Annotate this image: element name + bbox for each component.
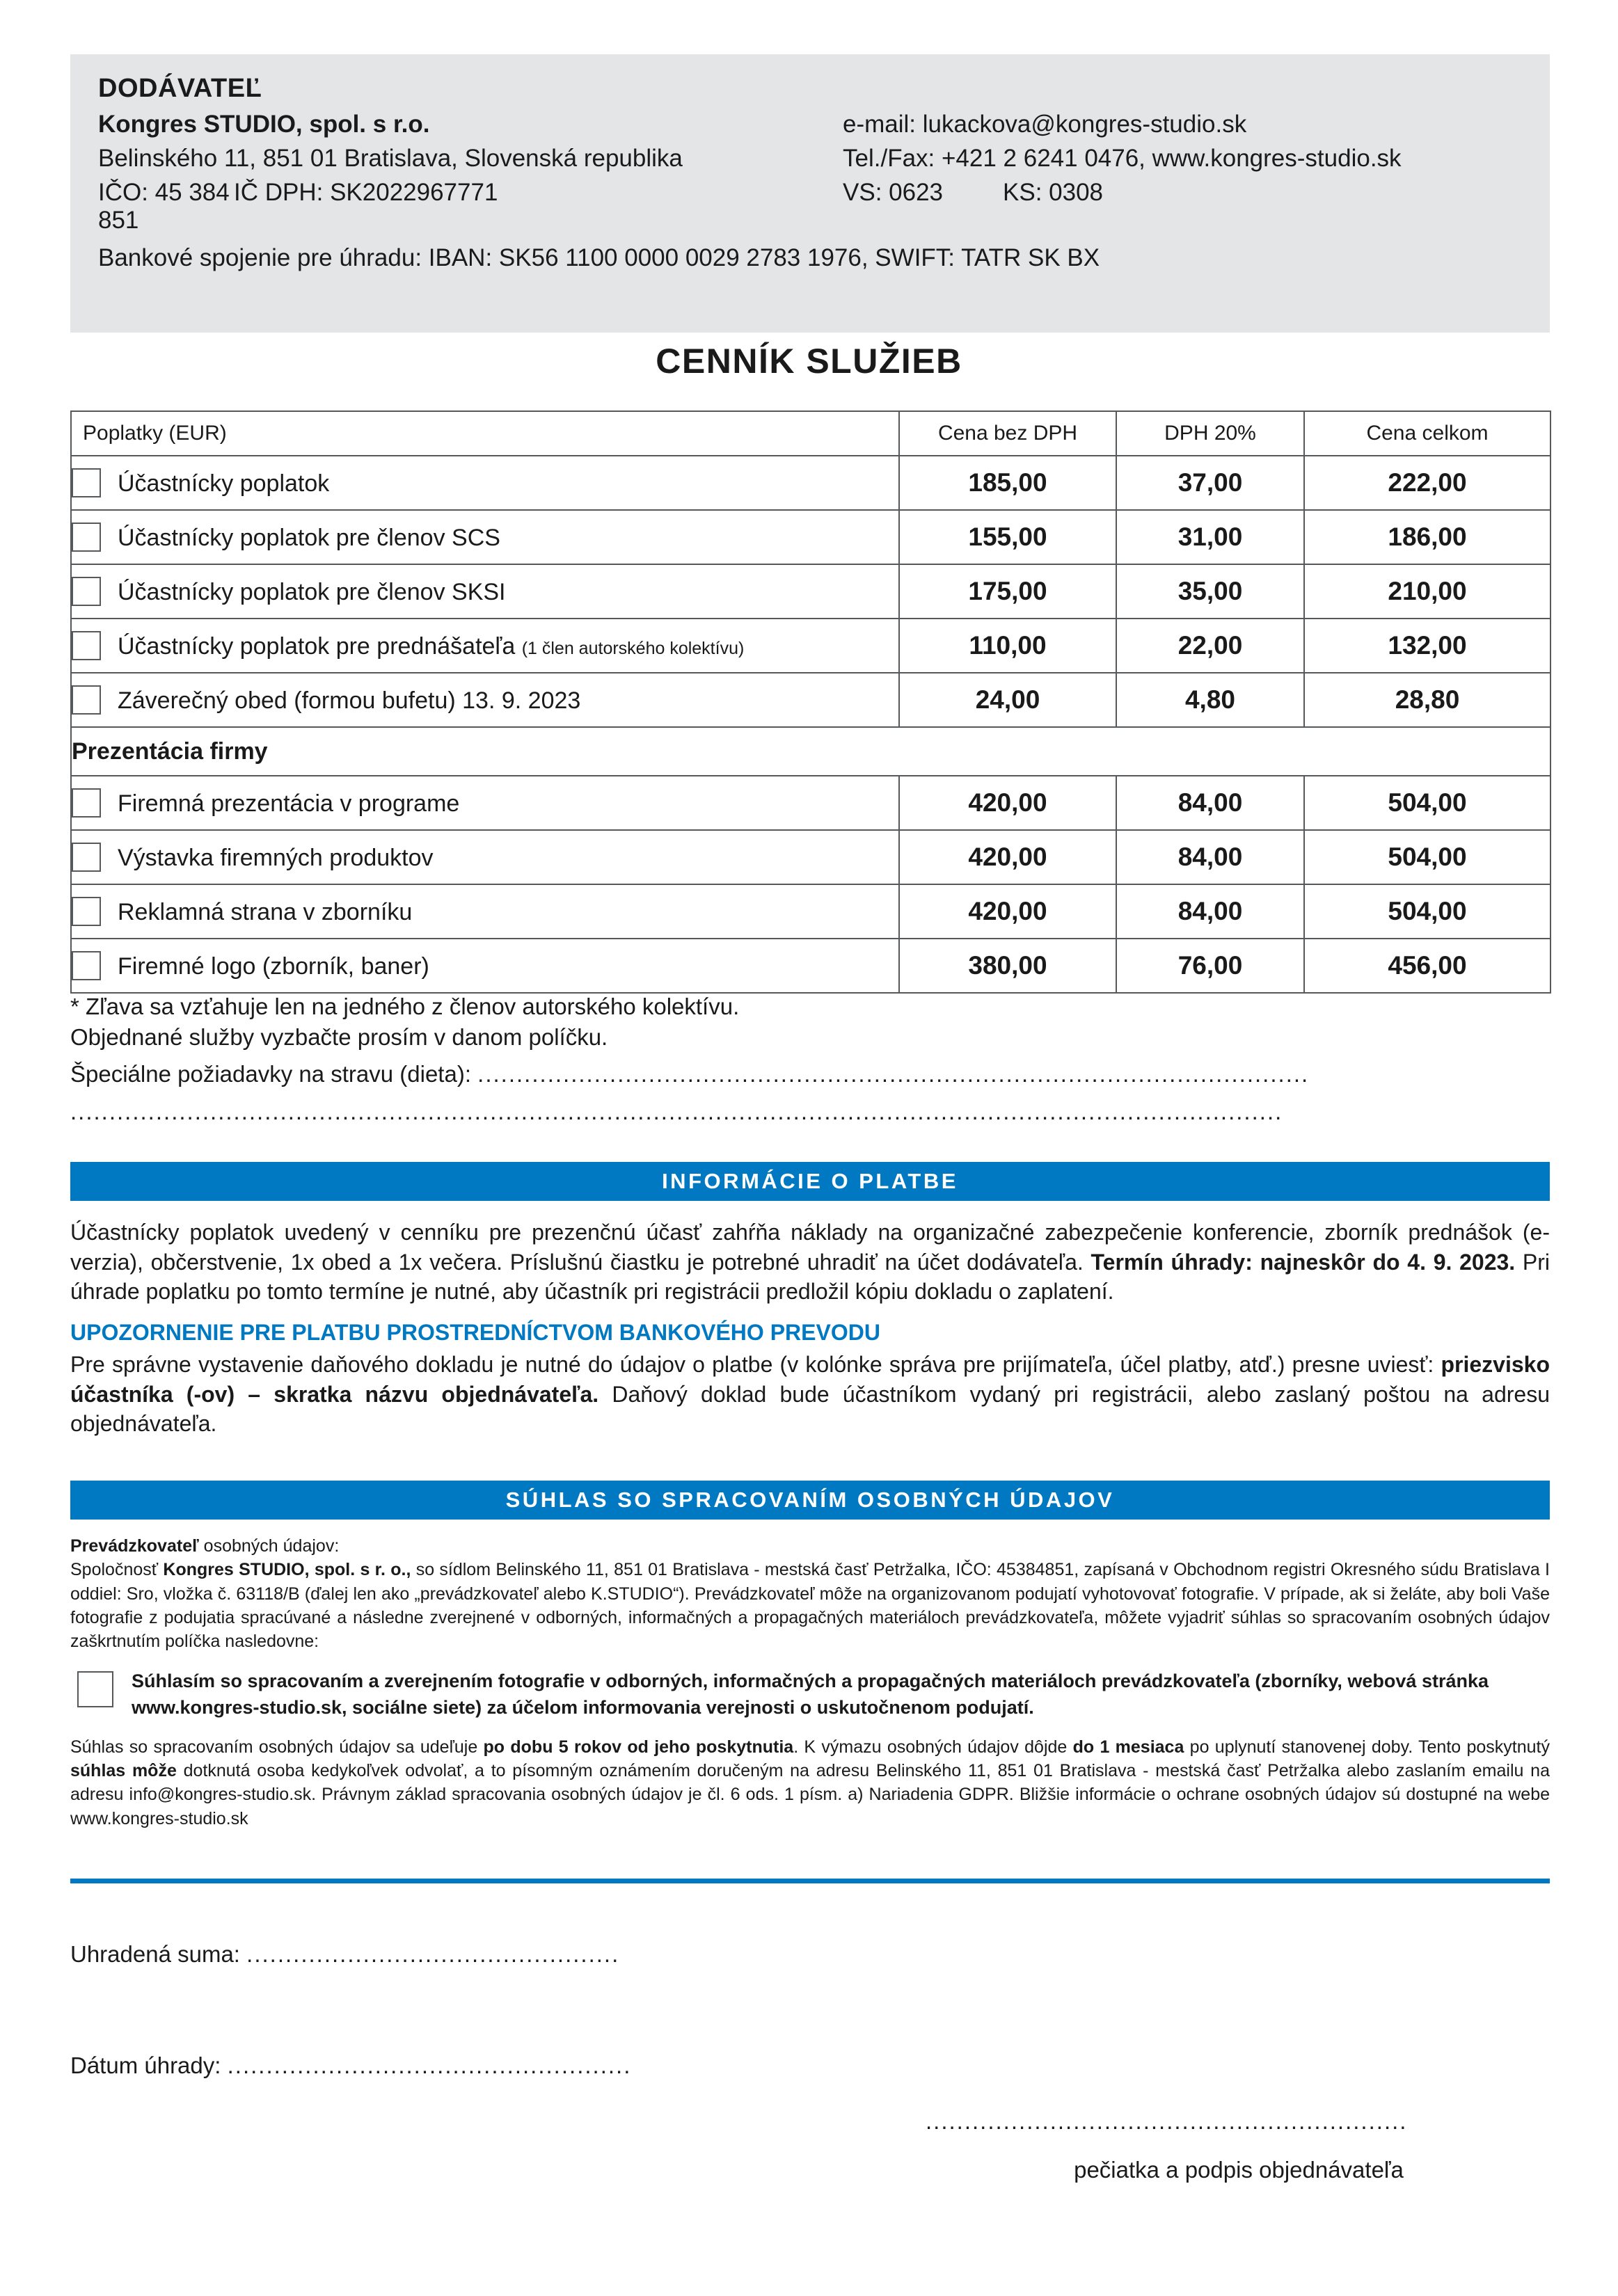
row-vat: 84,00 bbox=[1116, 884, 1304, 939]
row-label: Záverečný obed (formou bufetu) 13. 9. 2023 bbox=[118, 687, 581, 714]
row-checkbox[interactable] bbox=[72, 631, 101, 660]
table-row bbox=[71, 776, 1550, 830]
row-label-cell bbox=[71, 776, 899, 830]
row-total: 28,80 bbox=[1304, 673, 1550, 727]
paid-sum-row bbox=[70, 1941, 619, 1968]
row-checkbox[interactable] bbox=[72, 788, 101, 818]
row-total: 456,00 bbox=[1304, 939, 1550, 993]
row-label: Reklamná strana v zborníku bbox=[118, 899, 413, 925]
row-net: 380,00 bbox=[899, 939, 1116, 993]
gdpr-block bbox=[70, 1534, 1550, 1831]
row-vat: 37,00 bbox=[1116, 456, 1304, 510]
consent-checkbox[interactable] bbox=[77, 1671, 113, 1707]
gdpr-p1-b: so sídlom Belinského 11, 851 01 Bratislava - mestská časť Petržalka, IČO: 45384851, zapísaná v Obchodnom registri Okresného súdu Bratislava I oddiel: Sro, vložka č. 63118/B (ďalej len ako „prevádzkovateľ alebo K.STUDIO“). Prevádzkovateľ môže na organizovanom podujatí vyhotovovať fotografie. V prípade, ak si želáte, aby boli Vaše fotografie z podujatia spracúvané a následne zverejnené v odborných, informačných a propagačných materiáloch prevádzkovateľa, môžete vyjadriť súhlas so spracovaním osobných údajov zaškrtnutím políčka nasledovne: bbox=[70, 1560, 1550, 1651]
payment-p1-c: Pri úhrade poplatku po tomto termíne je nutné, aby účastník pri registrácii predložil kópiu dokladu o zaplatení. bbox=[70, 1249, 1550, 1305]
gdpr-duration: po dobu 5 rokov od jeho poskytnutia bbox=[483, 1737, 794, 1757]
gdpr-operator-bold: Prevádzkovateľ bbox=[70, 1536, 199, 1556]
row-label-cell bbox=[71, 619, 899, 673]
row-label-cell bbox=[71, 456, 899, 510]
row-label: Účastnícky poplatok pre členov SKSI bbox=[118, 579, 506, 605]
supplier-info-box bbox=[70, 54, 1550, 333]
supplier-row-company bbox=[98, 111, 1522, 138]
diet-field-row bbox=[70, 1059, 1553, 1090]
table-row bbox=[71, 510, 1550, 564]
header-vat: DPH 20% bbox=[1116, 411, 1304, 456]
row-net: 420,00 bbox=[899, 830, 1116, 884]
row-vat: 4,80 bbox=[1116, 673, 1304, 727]
header-net: Cena bez DPH bbox=[899, 411, 1116, 456]
payment-info-text bbox=[70, 1218, 1550, 1439]
payment-p2-c: Daňový doklad bude účastníkom vydaný pri registrácii, alebo zaslaný poštou na adresu objednávateľa. bbox=[70, 1381, 1550, 1437]
row-vat: 22,00 bbox=[1116, 619, 1304, 673]
row-label: Výstavka firemných produktov bbox=[118, 845, 434, 871]
row-vat: 31,00 bbox=[1116, 510, 1304, 564]
gdpr-p2-b6: dotknutá osoba kedykoľvek odvolať, a to písomným oznámením doručeným na adresu Belinského 11, 851 01 Bratislava - mestská časť Petržalka alebo zaslaním emailu na adresu info@kongres-studio.sk. Právnym základ spracovania osobných údajov je čl. 6 ods. 1 písm. a) Nariadenia GDPR. Bližšie informácie o ochrane osobných údajov sú dostupné na webe www.kongres-studio.sk bbox=[70, 1761, 1550, 1828]
row-label-cell bbox=[71, 939, 899, 993]
row-label: Účastnícky poplatok bbox=[118, 470, 330, 497]
row-label: Firemná prezentácia v programe bbox=[118, 790, 460, 817]
table-row bbox=[71, 619, 1550, 673]
row-total: 504,00 bbox=[1304, 830, 1550, 884]
row-vat: 76,00 bbox=[1116, 939, 1304, 993]
row-label: Firemné logo (zborník, baner) bbox=[118, 953, 429, 980]
row-total: 186,00 bbox=[1304, 510, 1550, 564]
row-checkbox[interactable] bbox=[72, 843, 101, 872]
row-checkbox[interactable] bbox=[72, 897, 101, 926]
row-checkbox[interactable] bbox=[72, 468, 101, 497]
gdpr-p2-b2: . K výmazu osobných údajov dôjde bbox=[793, 1737, 1073, 1757]
row-net: 185,00 bbox=[899, 456, 1116, 510]
row-note: (1 člen autorského kolektívu) bbox=[521, 639, 745, 658]
paid-sum-input-line[interactable]: ................................................ bbox=[246, 1941, 620, 1967]
supplier-heading: DODÁVATEĽ bbox=[98, 74, 262, 103]
consent-text: Súhlasím so spracovaním a zverejnením fotografie v odborných, informačných a propagačných materiáloch prevádzkovateľa (zborníky, webová stránka www.kongres-studio.sk, sociálne siete) za účelom informovania verejnosti o uskutočnenom podujatí. bbox=[132, 1671, 1489, 1719]
row-vat: 84,00 bbox=[1116, 830, 1304, 884]
header-total: Cena celkom bbox=[1304, 411, 1550, 456]
gdpr-deletion-period: do 1 mesiaca bbox=[1072, 1737, 1184, 1757]
paid-sum-label: Uhradená suma: bbox=[70, 1941, 240, 1967]
row-checkbox[interactable] bbox=[72, 523, 101, 552]
diet-input-line-2[interactable]: ............................................................................................................................................................ bbox=[70, 1098, 1283, 1124]
table-row bbox=[71, 564, 1550, 619]
gdpr-operator-line bbox=[70, 1534, 1550, 1558]
row-label: Účastnícky poplatok pre prednášateľa bbox=[118, 633, 516, 660]
paid-date-label: Dátum úhrady: bbox=[70, 2052, 221, 2078]
row-checkbox[interactable] bbox=[72, 951, 101, 980]
signature-label: pečiatka a podpis objednávateľa bbox=[1074, 2157, 1404, 2183]
gdpr-revoke: súhlas môže bbox=[70, 1761, 177, 1781]
supplier-email: e-mail: lukackova@kongres-studio.sk bbox=[843, 111, 1247, 138]
table-row bbox=[71, 673, 1550, 727]
row-checkbox[interactable] bbox=[72, 685, 101, 715]
row-total: 504,00 bbox=[1304, 884, 1550, 939]
row-net: 420,00 bbox=[899, 884, 1116, 939]
row-total: 210,00 bbox=[1304, 564, 1550, 619]
payment-paragraph-1 bbox=[70, 1218, 1550, 1307]
gdpr-paragraph-1 bbox=[70, 1558, 1550, 1653]
row-net: 155,00 bbox=[899, 510, 1116, 564]
supplier-ico: IČO: 45 384 851 bbox=[98, 179, 230, 234]
table-row bbox=[71, 939, 1550, 993]
row-label: Účastnícky poplatok pre členov SCS bbox=[118, 525, 500, 551]
row-total: 222,00 bbox=[1304, 456, 1550, 510]
section-label: Prezentácia firmy bbox=[71, 727, 1550, 776]
supplier-company: Kongres STUDIO, spol. s r.o. bbox=[98, 111, 430, 138]
table-row bbox=[71, 456, 1550, 510]
payment-p1-a: Účastnícky poplatok uvedený v cenníku pre prezenčnú účasť zahŕňa náklady na organizačné zabezpečenie konferencie, zborník prednášok (e-verzia), občerstvenie, 1x obed a 1x večera. Príslušnú čiastku je potrebné uhradiť na účet dodávateľa. bbox=[70, 1220, 1550, 1275]
gdpr-p2-b4: po uplynutí stanovenej doby. Tento poskytnutý bbox=[1184, 1737, 1550, 1757]
note-instruction: Objednané služby vyzbačte prosím v danom políčku. bbox=[70, 1023, 608, 1050]
page-title: CENNÍK SLUŽIEB bbox=[656, 342, 962, 381]
paid-date-input-line[interactable]: .................................................... bbox=[227, 2052, 632, 2078]
table-section-row bbox=[71, 727, 1550, 776]
payment-deadline: Termín úhrady: najneskôr do 4. 9. 2023. bbox=[1090, 1249, 1516, 1275]
row-label-cell bbox=[71, 564, 899, 619]
header-fees: Poplatky (EUR) bbox=[71, 411, 899, 456]
gdpr-paragraph-2 bbox=[70, 1735, 1550, 1831]
payment-paragraph-2 bbox=[70, 1350, 1550, 1439]
supplier-ks: KS: 0308 bbox=[1003, 179, 1103, 206]
gdpr-company-name: Kongres STUDIO, spol. s r. o., bbox=[163, 1560, 411, 1580]
row-net: 420,00 bbox=[899, 776, 1116, 830]
table-row bbox=[71, 830, 1550, 884]
supplier-vs: VS: 0623 bbox=[843, 179, 943, 206]
supplier-bank: Bankové spojenie pre úhradu: IBAN: SK56 1100 0000 0029 2783 1976, SWIFT: TATR SK BX bbox=[98, 244, 1100, 271]
notes-block bbox=[70, 991, 1553, 1126]
row-label-cell bbox=[71, 884, 899, 939]
diet-input-line[interactable]: ........................................................................................................... bbox=[477, 1061, 1310, 1087]
row-vat: 84,00 bbox=[1116, 776, 1304, 830]
row-vat: 35,00 bbox=[1116, 564, 1304, 619]
supplier-row-address bbox=[98, 145, 1522, 173]
payment-p2-a: Pre správne vystavenie daňového dokladu je nutné do údajov o platbe (v kolónke správa pre prijímateľa, účel platby, atď.) presne uviesť: bbox=[70, 1352, 1441, 1378]
supplier-row-ids bbox=[98, 179, 1522, 234]
table-header-row bbox=[71, 411, 1550, 456]
row-total: 504,00 bbox=[1304, 776, 1550, 830]
row-label-cell bbox=[71, 673, 899, 727]
gdpr-operator-rest: osobných údajov: bbox=[198, 1536, 340, 1556]
price-table bbox=[70, 410, 1551, 994]
gdpr-p2-a: Súhlas so spracovaním osobných údajov sa udeľuje bbox=[70, 1737, 484, 1757]
signature-line[interactable]: .............................................................. bbox=[926, 2108, 1408, 2134]
row-label-cell bbox=[71, 830, 899, 884]
row-net: 24,00 bbox=[899, 673, 1116, 727]
payment-reference-format: priezvisko účastníka (-ov) – skratka názvu objednávateľa. bbox=[70, 1352, 1550, 1407]
paid-date-row bbox=[70, 2052, 631, 2079]
row-total: 132,00 bbox=[1304, 619, 1550, 673]
row-net: 110,00 bbox=[899, 619, 1116, 673]
supplier-address: Belinského 11, 851 01 Bratislava, Slovenská republika bbox=[98, 145, 683, 172]
supplier-ic-dph: IČ DPH: SK2022967771 bbox=[234, 179, 498, 206]
section-bar-gdpr: SÚHLAS SO SPRACOVANÍM OSOBNÝCH ÚDAJOV bbox=[70, 1481, 1550, 1520]
row-label-cell bbox=[71, 510, 899, 564]
supplier-phone: Tel./Fax: +421 2 6241 0476, www.kongres-studio.sk bbox=[843, 145, 1402, 172]
row-checkbox[interactable] bbox=[72, 577, 101, 606]
table-row bbox=[71, 884, 1550, 939]
note-discount: * Zľava sa vzťahuje len na jedného z členov autorského kolektívu. bbox=[70, 994, 740, 1019]
gdpr-p1-a: Spoločnosť bbox=[70, 1560, 164, 1580]
payment-subtitle: UPOZORNENIE PRE PLATBU PROSTREDNÍCTVOM BANKOVÉHO PREVODU bbox=[70, 1319, 880, 1345]
diet-label: Špeciálne požiadavky na stravu (dieta): bbox=[70, 1061, 471, 1087]
row-net: 175,00 bbox=[899, 564, 1116, 619]
gdpr-consent-row bbox=[70, 1668, 1550, 1721]
section-bar-payment: INFORMÁCIE O PLATBE bbox=[70, 1162, 1550, 1201]
divider-blue bbox=[70, 1879, 1550, 1883]
